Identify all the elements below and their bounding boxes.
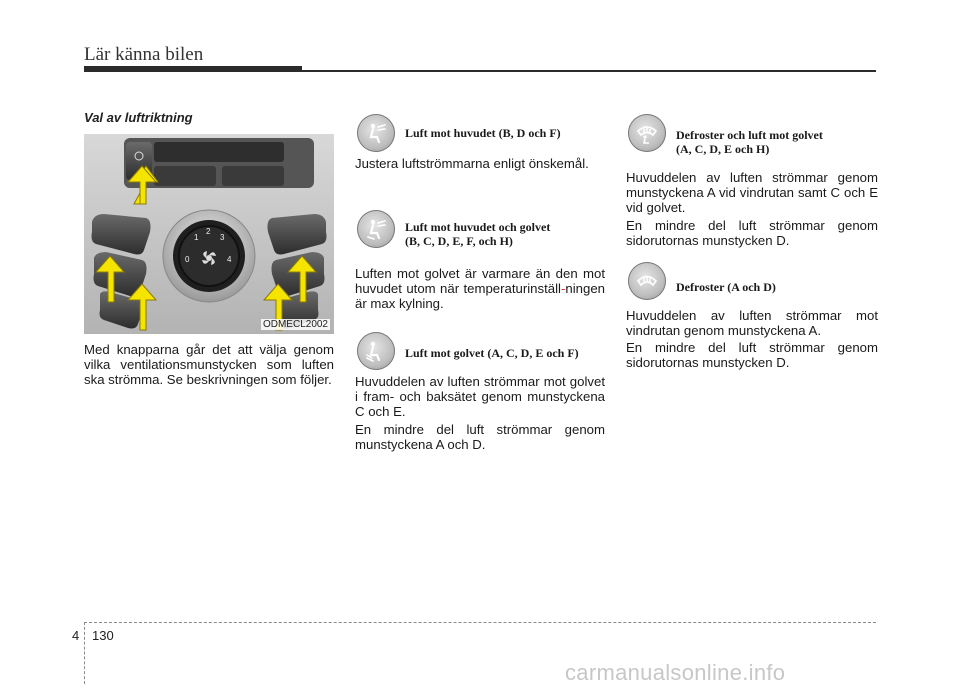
mode-face — [355, 114, 605, 154]
mode-bilevel-text-part2: ningen är max kylning. — [355, 281, 605, 311]
header-rule-thin — [302, 70, 876, 72]
mode-bilevel-text-part1: Luften mot golvet är varmare än den mot huvudet utom när temperaturinställ — [355, 266, 605, 296]
mode-bilevel-label — [405, 220, 605, 248]
section-title: Val av luftriktning — [84, 110, 193, 125]
face-vent-icon — [357, 114, 395, 152]
mode-defrost-label: Defroster (A och D) — [676, 280, 776, 294]
mode-defrost-floor-label-line2: (A, C, D, E och H) — [676, 142, 770, 156]
dial-number: 2 — [206, 227, 211, 236]
header-rule-thick — [84, 66, 302, 72]
dial-number: 3 — [220, 233, 225, 242]
mode-defrost-floor-label — [676, 128, 878, 156]
mode-defrost-floor-label-line1: Defroster och luft mot golvet — [676, 128, 823, 142]
footer-vertical-rule — [84, 622, 85, 684]
dial-number: 1 — [194, 233, 199, 242]
footer-rule — [84, 622, 876, 623]
mode-bilevel-text — [355, 266, 605, 311]
mode-face-text: Justera luftströmmarna enligt önskemål. — [355, 156, 589, 171]
defrost-icon — [628, 262, 666, 300]
mode-bilevel-label-line1: Luft mot huvudet och golvet — [405, 220, 551, 234]
mode-floor — [355, 332, 605, 372]
climate-panel-illustration — [84, 134, 334, 334]
mode-floor-text-1: Huvuddelen av luften strömmar mot golvet i fram- och baksätet genom munstyckena C och E. — [355, 374, 605, 419]
mode-defrost-text-1: Huvuddelen av luften strömmar mot vindrutan genom munstyckena A. — [626, 308, 878, 338]
mode-defrost-text-2: En mindre del luft strömmar genom sidorutornas munstycken D. — [626, 340, 878, 370]
mode-defrost — [626, 262, 878, 302]
mode-bilevel-label-line2: (B, C, D, E, F, och H) — [405, 234, 513, 248]
mode-floor-label: Luft mot golvet (A, C, D, E och F) — [405, 346, 579, 360]
mode-face-label: Luft mot huvudet (B, D och F) — [405, 126, 561, 140]
mode-floor-text-2: En mindre del luft strömmar genom munstyckena A och D. — [355, 422, 605, 452]
mode-bilevel-hyphen: - — [560, 281, 566, 296]
dial-number: 4 — [227, 255, 232, 264]
dial-number: 0 — [185, 255, 190, 264]
header-title: Lär känna bilen — [84, 44, 204, 65]
bilevel-vent-icon — [357, 210, 395, 248]
figure-code: ODMECL2002 — [262, 319, 328, 330]
chapter-number: 4 — [72, 628, 80, 643]
page-number: 130 — [92, 628, 114, 643]
climate-control-panel-figure — [84, 134, 334, 334]
floor-vent-icon — [357, 332, 395, 370]
defrost-floor-icon — [628, 114, 666, 152]
mode-bilevel — [355, 210, 605, 250]
mode-defrost-floor — [626, 114, 878, 154]
mode-defrost-floor-text-1: Huvuddelen av luften strömmar genom munstyckena A vid vindrutan samt C och E vid golvet. — [626, 170, 878, 215]
intro-paragraph: Med knapparna går det att välja genom vilka ventilationsmunstycken som luften ska strömma. Se beskrivningen som följer. — [84, 342, 334, 387]
watermark: carmanualsonline.info — [565, 660, 786, 685]
mode-defrost-floor-text-2: En mindre del luft strömmar genom sidorutornas munstycken D. — [626, 218, 878, 248]
